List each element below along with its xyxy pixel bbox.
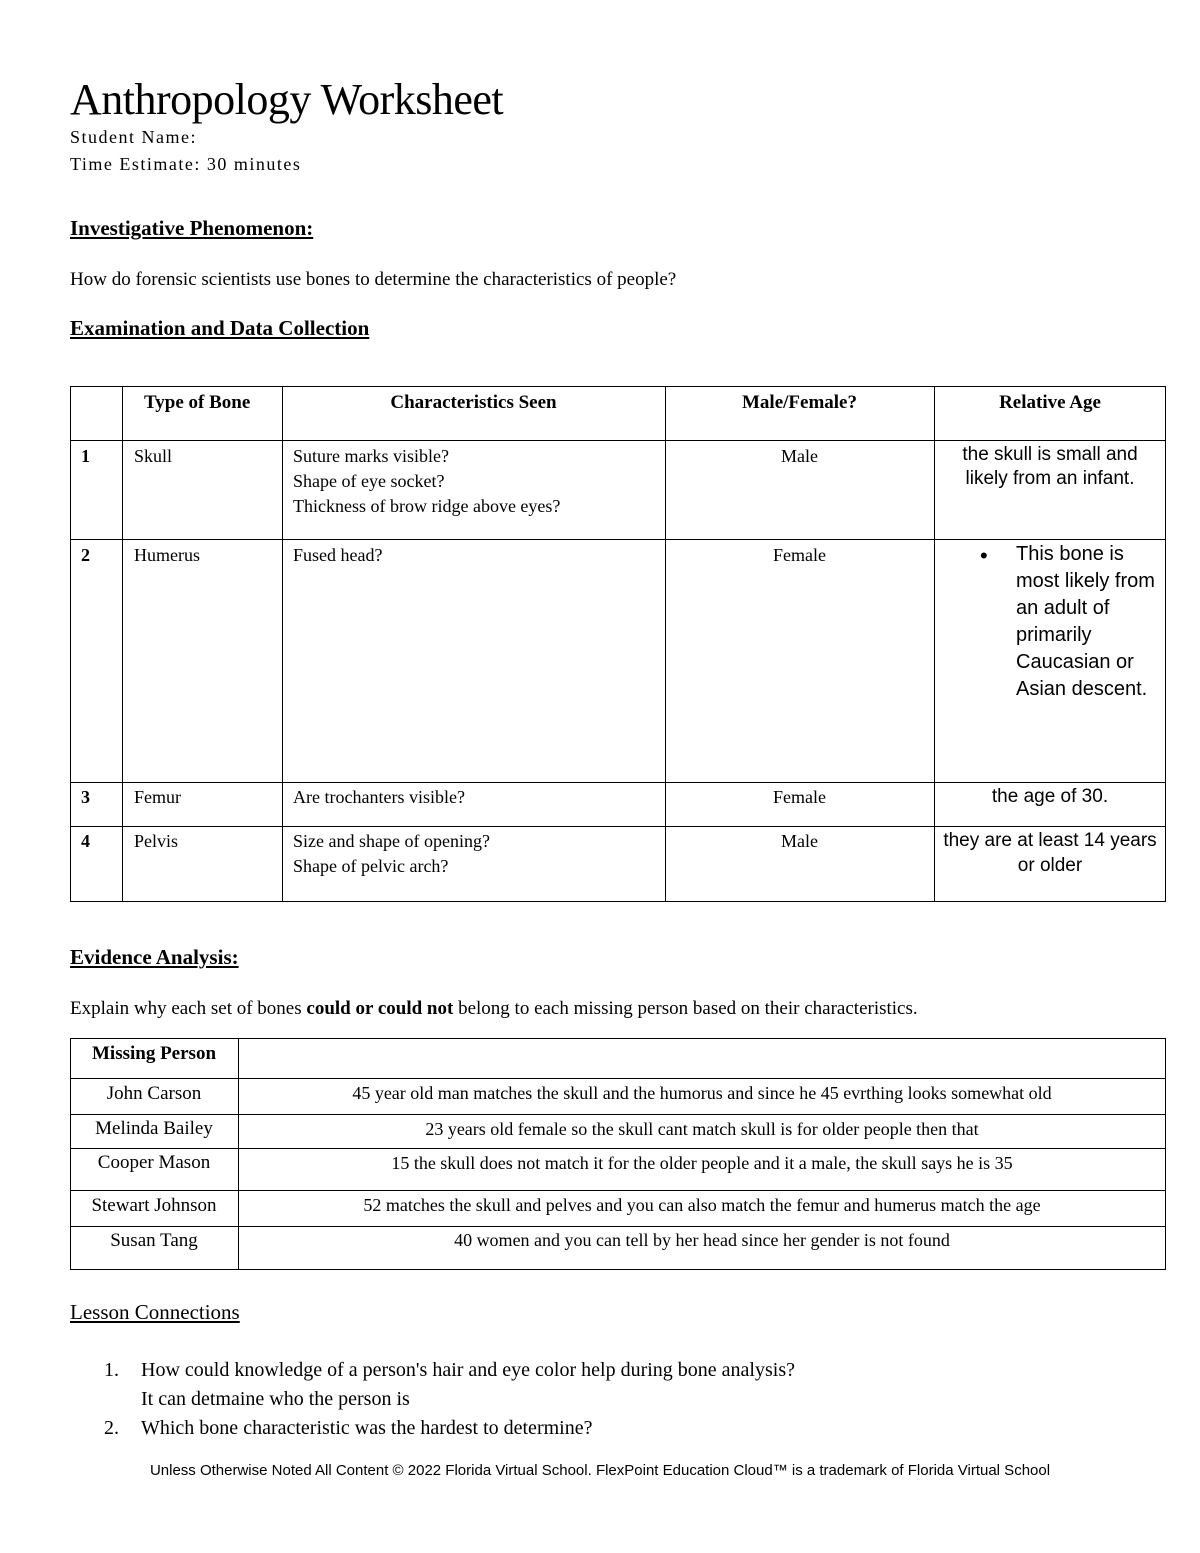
column-header-person: Missing Person — [91, 1043, 217, 1064]
person-answer: 52 matches the skull and pelves and you can also match the femur and humerus match the age — [363, 1195, 1041, 1215]
column-divider — [282, 386, 283, 902]
bone-type: Pelvis — [134, 831, 179, 851]
table-row — [70, 782, 1166, 783]
characteristic: Shape of pelvic arch? — [293, 856, 449, 876]
column-divider — [934, 386, 935, 902]
person-name: John Carson — [106, 1083, 202, 1104]
lesson-number: 2. — [104, 1417, 119, 1439]
phenomenon-question: How do forensic scientists use bones to determine the characteristics of people? — [70, 269, 677, 290]
characteristic: Thickness of brow ridge above eyes? — [293, 496, 561, 516]
evidence-instruction — [70, 998, 918, 1020]
instruction-text: belong to each missing person based on their characteristics. — [453, 998, 918, 1019]
bone-type: Skull — [134, 446, 173, 466]
table-row — [70, 1226, 1166, 1227]
column-header-bone: Type of Bone — [144, 392, 251, 413]
row-number: 1 — [81, 446, 90, 466]
sex-value: Male — [781, 831, 818, 851]
footer-copyright: Unless Otherwise Noted All Content © 2022 Florida Virtual School. FlexPoint Education Cloud™ is a trademark of Florida Virtual School — [149, 1462, 1051, 1479]
evidence-heading: Evidence Analysis: — [70, 945, 239, 969]
instruction-text: Explain why each set of bones — [70, 998, 307, 1019]
lesson-question: How could knowledge of a person's hair and eye color help during bone analysis? — [141, 1359, 795, 1381]
characteristic: Are trochanters visible? — [293, 787, 465, 807]
student-name-label: Student Name: — [70, 127, 197, 147]
missing-person-table — [70, 1038, 1166, 1270]
table-row — [70, 539, 1166, 540]
column-header-age: Relative Age — [999, 392, 1101, 413]
person-answer: 23 years old female so the skull cant match skull is for older people then that — [425, 1119, 979, 1139]
age-value: they are at least 14 years or older — [943, 830, 1157, 876]
row-number: 4 — [81, 831, 90, 851]
person-name: Melinda Bailey — [95, 1118, 213, 1139]
sex-value: Male — [781, 446, 818, 466]
table-row — [70, 826, 1166, 827]
column-header-sex: Male/Female? — [741, 392, 857, 413]
characteristic: Size and shape of opening? — [293, 831, 490, 851]
table-row — [70, 1078, 1166, 1079]
characteristic: Shape of eye socket? — [293, 471, 445, 491]
page-title: Anthropology Worksheet — [70, 75, 504, 124]
bone-type: Humerus — [134, 545, 200, 565]
column-header-characteristics: Characteristics Seen — [390, 392, 557, 413]
row-number: 2 — [81, 545, 90, 565]
sex-value: Female — [773, 545, 826, 565]
person-answer: 45 year old man matches the skull and the humorus and since he 45 evrthing looks somewhat old — [352, 1083, 1052, 1103]
person-name: Cooper Mason — [97, 1152, 211, 1173]
age-value: the skull is small and likely from an infant. — [962, 444, 1138, 489]
lesson-answer: It can detmaine who the person is — [141, 1388, 410, 1410]
bullet-icon: • — [980, 543, 988, 568]
lesson-heading: Lesson Connections — [70, 1300, 240, 1324]
person-name: Stewart Johnson — [91, 1195, 217, 1216]
table-row — [70, 1114, 1166, 1115]
lesson-question: Which bone characteristic was the hardest to determine? — [141, 1417, 593, 1439]
characteristic: Fused head? — [293, 545, 383, 565]
person-answer: 15 the skull does not match it for the older people and it a male, the skull says he is 35 — [391, 1153, 1013, 1173]
bone-type: Femur — [134, 787, 181, 807]
characteristic: Suture marks visible? — [293, 446, 449, 466]
person-name: Susan Tang — [110, 1230, 198, 1251]
person-answer: 40 women and you can tell by her head since her gender is not found — [454, 1230, 950, 1250]
sex-value: Female — [773, 787, 826, 807]
table-row — [70, 440, 1166, 441]
table-row — [70, 1190, 1166, 1191]
table-row — [70, 1148, 1166, 1149]
age-value: the age of 30. — [991, 786, 1109, 807]
instruction-emphasis: could or could not — [306, 998, 454, 1019]
lesson-number: 1. — [104, 1359, 119, 1381]
time-estimate: Time Estimate: 30 minutes — [70, 154, 302, 174]
phenomenon-heading: Investigative Phenomenon: — [70, 216, 314, 240]
age-value: This bone is most likely from an adult of primarily Caucasian or Asian descent. — [1016, 543, 1155, 700]
examination-heading: Examination and Data Collection — [70, 316, 370, 340]
column-divider — [122, 386, 123, 902]
examination-table — [70, 386, 1166, 902]
row-number: 3 — [81, 787, 90, 807]
